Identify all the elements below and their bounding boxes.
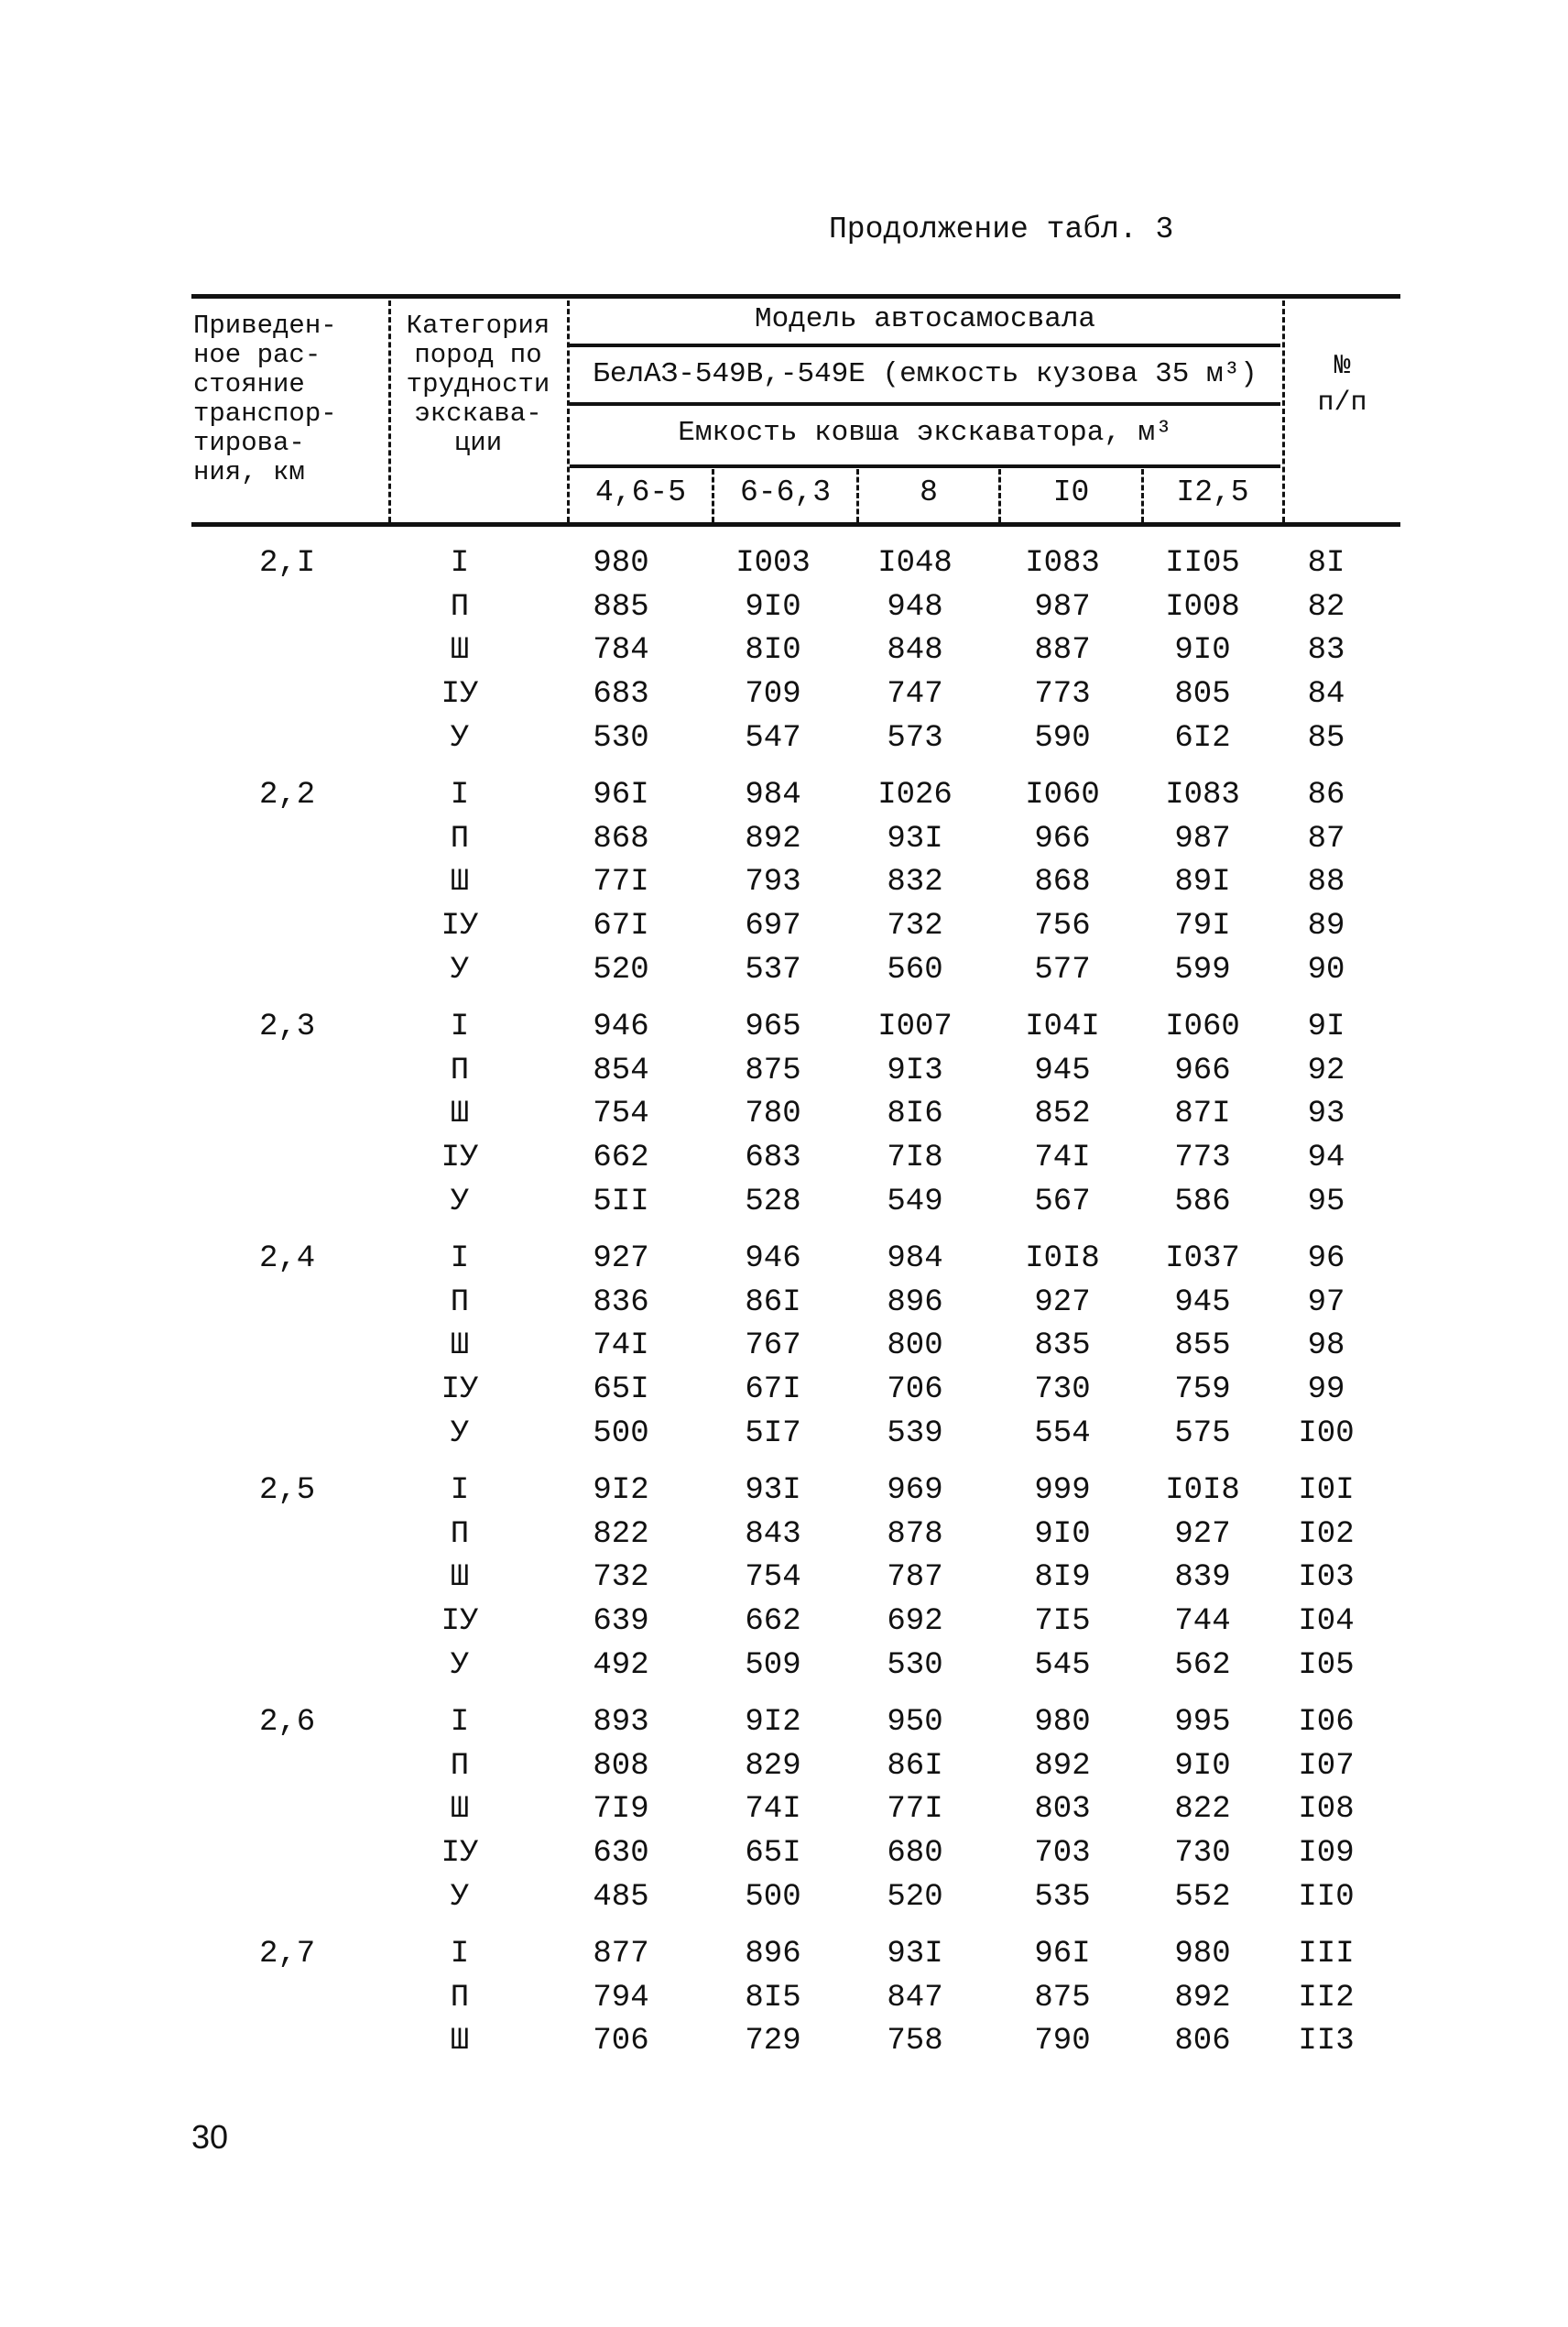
productivity-value: 767	[745, 1328, 801, 1364]
productivity-value: 852	[1034, 1097, 1091, 1132]
header-truck: БелАЗ-549В,-549Е (емкость кузова 35 м³)	[593, 358, 1258, 390]
productivity-value: 854	[593, 1053, 649, 1088]
productivity-value: 67I	[593, 909, 649, 945]
row-number: II3	[1298, 2024, 1355, 2059]
category-value: I	[450, 778, 470, 813]
header-bucket: Емкость ковша экскаватора, м³	[678, 417, 1172, 449]
category-value: П	[450, 1516, 470, 1552]
header-distance	[193, 311, 337, 487]
productivity-value: 980	[1034, 1705, 1091, 1740]
productivity-value: 79I	[1174, 909, 1231, 945]
header-line: стояние	[193, 369, 305, 399]
productivity-value: 549	[887, 1184, 943, 1219]
productivity-value: I0I8	[1025, 1241, 1100, 1276]
distance-value: 2,7	[259, 1937, 316, 1972]
row-number: 90	[1307, 952, 1345, 988]
row-number: 8I	[1307, 546, 1345, 581]
productivity-value: 780	[745, 1097, 801, 1132]
productivity-value: 839	[1174, 1560, 1231, 1596]
category-value: I	[450, 1937, 470, 1972]
productivity-value: 855	[1174, 1328, 1231, 1364]
category-value: Ш	[450, 865, 470, 901]
productivity-value: 805	[1174, 677, 1231, 713]
productivity-value: 9I0	[1034, 1516, 1091, 1552]
productivity-value: 969	[887, 1473, 943, 1508]
row-number: 93	[1307, 1097, 1345, 1132]
productivity-value: 9I0	[1174, 1748, 1231, 1784]
productivity-value: 773	[1174, 1141, 1231, 1176]
distance-value: 2,5	[259, 1473, 316, 1508]
bucket-size: 6-6,3	[739, 475, 832, 509]
productivity-value: 896	[745, 1937, 801, 1972]
productivity-value: 492	[593, 1647, 649, 1683]
row-number: 98	[1307, 1328, 1345, 1364]
productivity-value: 7I9	[593, 1792, 649, 1828]
category-value: П	[450, 821, 470, 857]
productivity-value: 744	[1174, 1604, 1231, 1640]
row-number: I03	[1298, 1560, 1355, 1596]
header-rule	[570, 344, 1280, 347]
productivity-value: 784	[593, 633, 649, 669]
productivity-value: 950	[887, 1705, 943, 1740]
header-line: Категория	[406, 311, 550, 341]
productivity-value: I060	[1025, 778, 1100, 813]
category-value: У	[450, 720, 470, 756]
productivity-value: 74I	[745, 1792, 801, 1828]
productivity-value: 520	[593, 952, 649, 988]
row-number: 87	[1307, 821, 1345, 857]
row-number: 95	[1307, 1184, 1345, 1219]
productivity-value: 74I	[1034, 1141, 1091, 1176]
productivity-value: 829	[745, 1748, 801, 1784]
distance-value: 2,I	[259, 546, 316, 581]
header-bottom-rule	[191, 522, 1400, 527]
productivity-value: 500	[745, 1879, 801, 1915]
header-model: Модель автосамосвала	[754, 303, 1096, 335]
productivity-value: 980	[1174, 1937, 1231, 1972]
productivity-value: 554	[1034, 1415, 1091, 1451]
row-number: 84	[1307, 677, 1345, 713]
productivity-value: 560	[887, 952, 943, 988]
productivity-value: 965	[745, 1010, 801, 1044]
productivity-value: 520	[887, 1879, 943, 1915]
productivity-value: 756	[1034, 909, 1091, 945]
productivity-value: 703	[1034, 1836, 1091, 1872]
category-value: I	[450, 1473, 470, 1508]
header-line: п/п	[1317, 388, 1367, 419]
productivity-value: 706	[887, 1372, 943, 1408]
bucket-size: 8	[920, 475, 938, 509]
category-value: I	[450, 1010, 470, 1044]
category-value: П	[450, 1053, 470, 1088]
productivity-value: 946	[745, 1241, 801, 1276]
productivity-value: 5I7	[745, 1415, 801, 1451]
productivity-value: 530	[887, 1647, 943, 1683]
productivity-value: 8I6	[887, 1097, 943, 1132]
category-value: У	[450, 1184, 470, 1219]
productivity-value: 887	[1034, 633, 1091, 669]
productivity-value: 93I	[887, 1937, 943, 1972]
productivity-value: 946	[593, 1010, 649, 1044]
productivity-value: 530	[593, 720, 649, 756]
category-value: I	[450, 546, 470, 581]
productivity-value: 630	[593, 1836, 649, 1872]
productivity-value: 730	[1034, 1372, 1091, 1408]
productivity-value: 697	[745, 909, 801, 945]
productivity-value: 987	[1034, 589, 1091, 625]
category-value: Ш	[450, 1328, 470, 1364]
productivity-value: 848	[887, 633, 943, 669]
productivity-value: 5II	[593, 1184, 649, 1219]
productivity-value: 65I	[745, 1836, 801, 1872]
productivity-value: 77I	[593, 865, 649, 901]
productivity-value: I003	[735, 546, 811, 581]
productivity-value: 709	[745, 677, 801, 713]
category-value: Ш	[450, 1560, 470, 1596]
productivity-value: 868	[593, 821, 649, 857]
productivity-value: 545	[1034, 1647, 1091, 1683]
productivity-value: I083	[1165, 778, 1240, 813]
category-value: Ш	[450, 633, 470, 669]
top-rule	[191, 294, 1400, 299]
productivity-value: 86I	[745, 1284, 801, 1320]
header-line: экскава-	[414, 399, 542, 429]
productivity-value: II05	[1165, 546, 1240, 581]
productivity-value: 927	[1034, 1284, 1091, 1320]
category-value: П	[450, 1980, 470, 2016]
productivity-value: 535	[1034, 1879, 1091, 1915]
productivity-value: 577	[1034, 952, 1091, 988]
productivity-value: 485	[593, 1879, 649, 1915]
productivity-value: I007	[877, 1010, 953, 1044]
productivity-value: 836	[593, 1284, 649, 1320]
productivity-value: 590	[1034, 720, 1091, 756]
header-category	[390, 311, 566, 458]
row-number: II2	[1298, 1980, 1355, 2016]
productivity-value: 683	[745, 1141, 801, 1176]
productivity-value: 773	[1034, 677, 1091, 713]
productivity-value: 896	[887, 1284, 943, 1320]
productivity-value: 573	[887, 720, 943, 756]
header-line: №	[1334, 351, 1351, 382]
productivity-value: 74I	[593, 1328, 649, 1364]
header-number	[1285, 348, 1399, 421]
productivity-value: 843	[745, 1516, 801, 1552]
row-number: III	[1298, 1937, 1355, 1972]
productivity-value: 662	[745, 1604, 801, 1640]
category-value: I	[450, 1705, 470, 1740]
productivity-value: 927	[1174, 1516, 1231, 1552]
category-value: П	[450, 589, 470, 625]
productivity-value: 893	[593, 1705, 649, 1740]
productivity-value: I037	[1165, 1241, 1240, 1276]
productivity-value: 96I	[1034, 1937, 1091, 1972]
row-number: I09	[1298, 1836, 1355, 1872]
row-number: 82	[1307, 589, 1345, 625]
productivity-value: 500	[593, 1415, 649, 1451]
row-number: 97	[1307, 1284, 1345, 1320]
row-number: 96	[1307, 1241, 1345, 1276]
productivity-value: 800	[887, 1328, 943, 1364]
category-value: ІУ	[441, 1836, 479, 1872]
productivity-value: 945	[1174, 1284, 1231, 1320]
header-rule	[570, 402, 1280, 406]
row-number: 89	[1307, 909, 1345, 945]
productivity-value: 790	[1034, 2024, 1091, 2059]
productivity-value: I0I8	[1165, 1473, 1240, 1508]
productivity-value: 892	[1034, 1748, 1091, 1784]
productivity-value: 692	[887, 1604, 943, 1640]
page-number: 30	[191, 2118, 229, 2156]
productivity-value: I083	[1025, 546, 1100, 581]
productivity-value: 562	[1174, 1647, 1231, 1683]
productivity-value: 89I	[1174, 865, 1231, 901]
productivity-value: 822	[593, 1516, 649, 1552]
distance-value: 2,3	[259, 1010, 316, 1044]
productivity-value: 806	[1174, 2024, 1231, 2059]
row-number: I0I	[1298, 1473, 1355, 1508]
category-value: Ш	[450, 1097, 470, 1132]
productivity-value: 730	[1174, 1836, 1231, 1872]
productivity-value: I008	[1165, 589, 1240, 625]
distance-value: 2,2	[259, 778, 316, 813]
category-value: П	[450, 1284, 470, 1320]
productivity-value: 758	[887, 2024, 943, 2059]
table-caption: Продолжение табл. 3	[829, 213, 1174, 246]
productivity-value: 96I	[593, 778, 649, 813]
productivity-value: 875	[1034, 1980, 1091, 2016]
row-number: 85	[1307, 720, 1345, 756]
productivity-value: 875	[745, 1053, 801, 1088]
productivity-value: 729	[745, 2024, 801, 2059]
category-value: ІУ	[441, 677, 479, 713]
productivity-value: 9I0	[745, 589, 801, 625]
bucket-size: 4,6-5	[594, 475, 687, 509]
productivity-value: 706	[593, 2024, 649, 2059]
category-value: ІУ	[441, 1604, 479, 1640]
header-rule	[570, 464, 1280, 468]
row-number: I02	[1298, 1516, 1355, 1552]
category-value: Ш	[450, 1792, 470, 1828]
row-number: II0	[1298, 1879, 1355, 1915]
row-number: 94	[1307, 1141, 1345, 1176]
productivity-value: 8I0	[745, 633, 801, 669]
distance-value: 2,4	[259, 1241, 316, 1276]
category-value: У	[450, 1415, 470, 1451]
category-value: ІУ	[441, 1141, 479, 1176]
productivity-value: 639	[593, 1604, 649, 1640]
productivity-value: 948	[887, 589, 943, 625]
productivity-value: 528	[745, 1184, 801, 1219]
productivity-value: 732	[887, 909, 943, 945]
row-number: I07	[1298, 1748, 1355, 1784]
productivity-value: 966	[1034, 821, 1091, 857]
productivity-value: 892	[1174, 1980, 1231, 2016]
productivity-value: 732	[593, 1560, 649, 1596]
header-line: пород по	[414, 340, 542, 370]
productivity-value: 87I	[1174, 1097, 1231, 1132]
productivity-value: 835	[1034, 1328, 1091, 1364]
productivity-value: 552	[1174, 1879, 1231, 1915]
productivity-value: 509	[745, 1647, 801, 1683]
productivity-value: 999	[1034, 1473, 1091, 1508]
header-line: трудности	[406, 369, 550, 399]
productivity-value: 966	[1174, 1053, 1231, 1088]
row-number: I06	[1298, 1705, 1355, 1740]
productivity-value: 8I5	[745, 1980, 801, 2016]
productivity-value: 537	[745, 952, 801, 988]
category-value: Ш	[450, 2024, 470, 2059]
productivity-value: 984	[887, 1241, 943, 1276]
productivity-value: 86I	[887, 1748, 943, 1784]
productivity-value: 945	[1034, 1053, 1091, 1088]
header-line: ное рас-	[193, 340, 321, 370]
row-number: 92	[1307, 1053, 1345, 1088]
category-value: П	[450, 1748, 470, 1784]
productivity-value: 9I2	[593, 1473, 649, 1508]
row-number: I08	[1298, 1792, 1355, 1828]
row-number: 9I	[1307, 1010, 1345, 1044]
productivity-value: 759	[1174, 1372, 1231, 1408]
productivity-value: 7I5	[1034, 1604, 1091, 1640]
header-line: Приведен-	[193, 311, 337, 341]
productivity-value: 885	[593, 589, 649, 625]
productivity-value: 868	[1034, 865, 1091, 901]
bucket-size: I2,5	[1176, 475, 1249, 509]
header-line: ции	[453, 428, 503, 458]
productivity-value: 93I	[887, 821, 943, 857]
row-number: 99	[1307, 1372, 1345, 1408]
productivity-value: 754	[593, 1097, 649, 1132]
productivity-value: 567	[1034, 1184, 1091, 1219]
productivity-value: 803	[1034, 1792, 1091, 1828]
productivity-value: 754	[745, 1560, 801, 1596]
productivity-value: 599	[1174, 952, 1231, 988]
row-number: 88	[1307, 865, 1345, 901]
productivity-value: 892	[745, 821, 801, 857]
row-number: I04	[1298, 1604, 1355, 1640]
productivity-value: 987	[1174, 821, 1231, 857]
productivity-value: 6I2	[1174, 720, 1231, 756]
row-number: I00	[1298, 1415, 1355, 1451]
productivity-value: 662	[593, 1141, 649, 1176]
productivity-value: 878	[887, 1516, 943, 1552]
category-value: ІУ	[441, 1372, 479, 1408]
productivity-value: 586	[1174, 1184, 1231, 1219]
productivity-value: 747	[887, 677, 943, 713]
productivity-value: 793	[745, 865, 801, 901]
productivity-value: I060	[1165, 1010, 1240, 1044]
productivity-value: 847	[887, 1980, 943, 2016]
category-value: У	[450, 1647, 470, 1683]
productivity-value: 9I0	[1174, 633, 1231, 669]
productivity-value: 683	[593, 677, 649, 713]
productivity-value: 67I	[745, 1372, 801, 1408]
category-value: I	[450, 1241, 470, 1276]
header-line: тирова-	[193, 428, 305, 458]
productivity-value: 65I	[593, 1372, 649, 1408]
productivity-value: 8I9	[1034, 1560, 1091, 1596]
productivity-value: 9I3	[887, 1053, 943, 1088]
category-value: У	[450, 952, 470, 988]
productivity-value: 680	[887, 1836, 943, 1872]
header-line: транспор-	[193, 399, 337, 429]
productivity-value: I048	[877, 546, 953, 581]
category-value: У	[450, 1879, 470, 1915]
productivity-value: 7I8	[887, 1141, 943, 1176]
productivity-value: 822	[1174, 1792, 1231, 1828]
row-number: 83	[1307, 633, 1345, 669]
productivity-value: 832	[887, 865, 943, 901]
productivity-value: 9I2	[745, 1705, 801, 1740]
category-value: ІУ	[441, 909, 479, 945]
productivity-value: I04I	[1025, 1010, 1100, 1044]
productivity-value: 794	[593, 1980, 649, 2016]
productivity-value: 980	[593, 546, 649, 581]
productivity-value: 984	[745, 778, 801, 813]
productivity-value: 787	[887, 1560, 943, 1596]
productivity-value: 93I	[745, 1473, 801, 1508]
productivity-value: 77I	[887, 1792, 943, 1828]
productivity-value: 877	[593, 1937, 649, 1972]
row-number: I05	[1298, 1647, 1355, 1683]
productivity-value: I026	[877, 778, 953, 813]
productivity-value: 575	[1174, 1415, 1231, 1451]
distance-value: 2,6	[259, 1705, 316, 1740]
productivity-value: 995	[1174, 1705, 1231, 1740]
bucket-size: I0	[1052, 475, 1090, 509]
productivity-value: 927	[593, 1241, 649, 1276]
header-line: ния, км	[193, 457, 305, 487]
row-number: 86	[1307, 778, 1345, 813]
productivity-value: 539	[887, 1415, 943, 1451]
productivity-value: 547	[745, 720, 801, 756]
productivity-value: 808	[593, 1748, 649, 1784]
